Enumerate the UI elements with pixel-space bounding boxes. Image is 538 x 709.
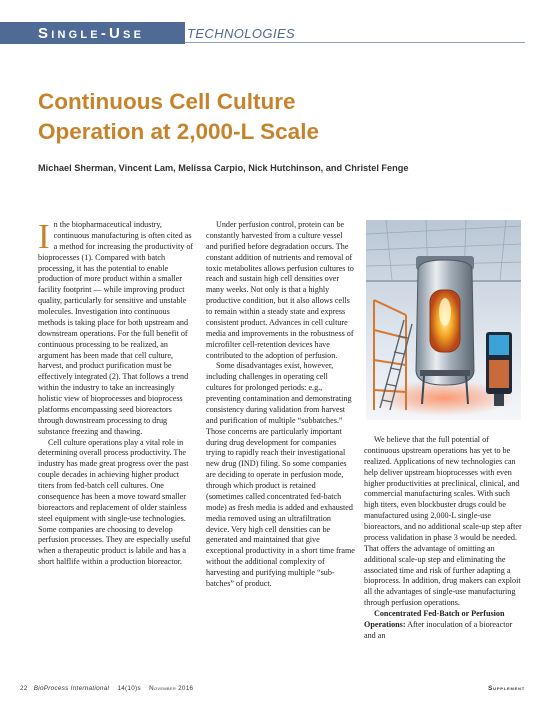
page-number: 22 [20, 685, 28, 692]
paragraph [364, 609, 522, 642]
paragraph: Under perfusion control, protein can be constantly harvested from a culture vessel and purified before degradation occurs. The constant addition of nutrients and removal of toxic metabolites allows perfusion cultures to reach and sustain high cell densities over many weeks. Not only is that a highly productive condition, but it also allows cells to remain within a steady state and express consistent product. Advances in cell culture media and improvements in the robustness of microfilter cell-retention devices have contributed to the adoption of perfusion. [206, 220, 354, 360]
bioreactor-photo [366, 220, 521, 420]
footer-left [20, 685, 193, 692]
paragraph: We believe that the full potential of continuous upstream operations has yet to be realized. Applications of new technologies can help deliver upstream bioprocesses with even higher productivities at preclinical, clinical, and commercial manufacturing scales. With such high titers, even blockbuster drugs could be manufactured using 2,000-L single-use bioreactors, and no additional scale-up step after process validation in phase 3 would be needed. That offers the advantage of omitting an additional scale-up step and eliminating the associated time and risk of further adapting a bioprocess. In addition, drug makers can exploit all the advantages of single-use manufacturing through perfusion operations. [364, 435, 522, 608]
section-kicker: Single-Use [38, 25, 145, 42]
issue-month: November 2016 [149, 685, 194, 692]
paragraph-text: After inoculation of a bioreactor and an [364, 619, 513, 640]
paragraph: Some disadvantages exist, however, including challenges in operating cell cultures for prolonged periods: e.g., preventing contamination and demonstrating consistency during validation from harvest and purification of multiple “subbatches.” Those concerns are particularly important during drug development for companies trying to rapidly reach their investigational new drug (IND) filing. So some companies are deciding to operate in perfusion mode, through which product is retained (sometimes called concentrated fed-batch mode) as fresh media is added and exhausted media removed using an ultrafiltration device. Very high cell densities can be generated and maintained that give exceptional productivity in a short time frame without the additional complexity of harvesting and purifying multiple “sub-batches” of product. [206, 361, 355, 588]
article-authors: Michael Sherman, Vincent Lam, Melissa Carpio, Nick Hutchinson, and Christel Fenge [38, 163, 409, 173]
section-label: TECHNOLOGIES [187, 26, 296, 41]
paragraph-text: n the biopharmaceutical industry, continuous manufacturing is often cited as a method for increasing the productivity of bioprocesses (1). Compared with batch processing, it has the potential to enable production of more product within a smaller facility footprint — while improving product quality, particularly for sensitive and unstable molecules. Investigation into continuous methods is taking place for both upstream and downstream operations. For the full benefit of continuous processing to be realized, an argument has been made that cell culture, harvest, and product purification must be effectively integrated (2). That follows a trend within the industry to take an increasingly holistic view of bioprocesses and bioprocess platforms encompassing seed bioreactors through downstream processing to drug substance freezing and thawing. [38, 220, 194, 436]
bioreactor-illustration [366, 220, 521, 420]
body-column-3 [364, 435, 522, 642]
page-footer [20, 685, 525, 697]
paragraph: Cell culture operations play a vital role in determining overall process productivity. The industry has made great progress over the past couple decades in achieving higher product titers from fed-batch cell cultures. One consequence has been a move toward smaller bioreactors and replacement of older stainless steel equipment with single-use technologies. Some companies are choosing to develop perfusion processes. They are especially useful when a therapeutic product is labile and has a short halflife within a production bioreactor. [38, 437, 191, 567]
journal-name: BioProcess International [33, 685, 110, 692]
article-title-line-2: Operation at 2,000-L Scale [38, 119, 319, 144]
body-column-1 [38, 217, 195, 568]
article-title-line-1: Continuous Cell Culture [38, 89, 296, 114]
run-in-heading: Concentrated Fed-Batch or Perfusion Operations: [364, 609, 505, 629]
section-header [0, 22, 538, 44]
issue-number: 14(10)s [117, 685, 141, 692]
article-title [38, 87, 498, 147]
body-column-2 [206, 220, 355, 590]
paragraph [38, 217, 195, 438]
supplement-label: Supplement [488, 685, 525, 692]
drop-cap: I [38, 217, 50, 256]
